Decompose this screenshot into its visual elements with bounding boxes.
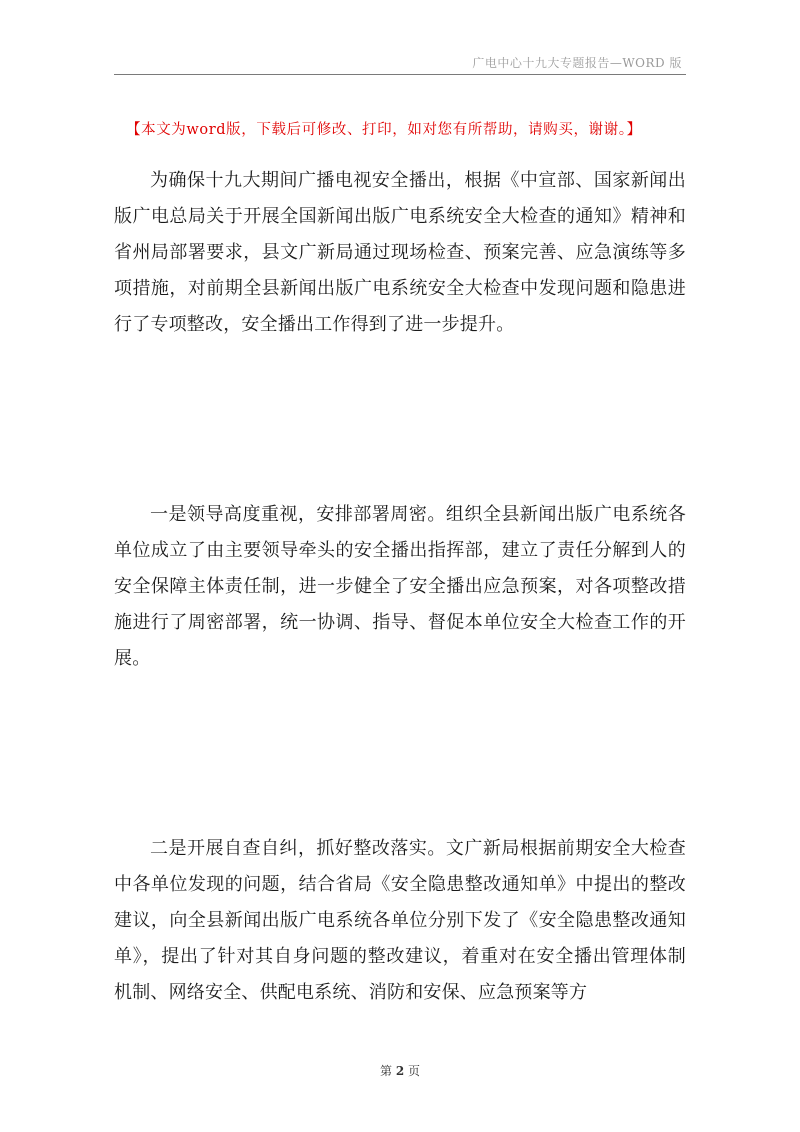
purchase-notice: 【本文为word版，下载后可修改、打印，如对您有所帮助，请购买，谢谢。】 (126, 122, 642, 138)
running-header: 广电中心十九大专题报告—WORD 版 (472, 56, 682, 70)
paragraph-leadership: 一是领导高度重视，安排部署周密。组织全县新闻出版广电系统各单位成立了由主要领导牵头的安全播出指挥部，建立了责任分解到人的安全保障主体责任制，进一步健全了安全播出应急预案，对各项整改措施进行了周密部署，统一协调、指导、督促本单位安全大检查工作的开展。 (114, 504, 686, 669)
paragraph-intro: 为确保十九大期间广播电视安全播出，根据《中宣部、国家新闻出版广电总局关于开展全国新闻出版广电系统安全大检查的通知》精神和省州局部署要求，县文广新局通过现场检查、预案完善、应急演练等多项措施，对前期全县新闻出版广电系统安全大检查中发现问题和隐患进行了专项整改，安全播出工作得到了进一步提升。 (114, 170, 686, 335)
page-number-suffix: 页 (408, 1064, 421, 1078)
page-number: 2 (395, 1064, 405, 1078)
page-number-prefix: 第 (379, 1064, 392, 1078)
paragraph-self-inspection: 二是开展自查自纠，抓好整改落实。文广新局根据前期安全大检查中各单位发现的问题，结合省局《安全隐患整改通知单》中提出的整改建议，向全县新闻出版广电系统各单位分别下发了《安全隐患整改通知单》，提出了针对其自身问题的整改建议，着重对在安全播出管理体制机制、网络安全、供配电系统、消防和安保、应急预案等方 (114, 838, 686, 1003)
page-footer (0, 1062, 800, 1079)
header-divider (114, 74, 686, 75)
